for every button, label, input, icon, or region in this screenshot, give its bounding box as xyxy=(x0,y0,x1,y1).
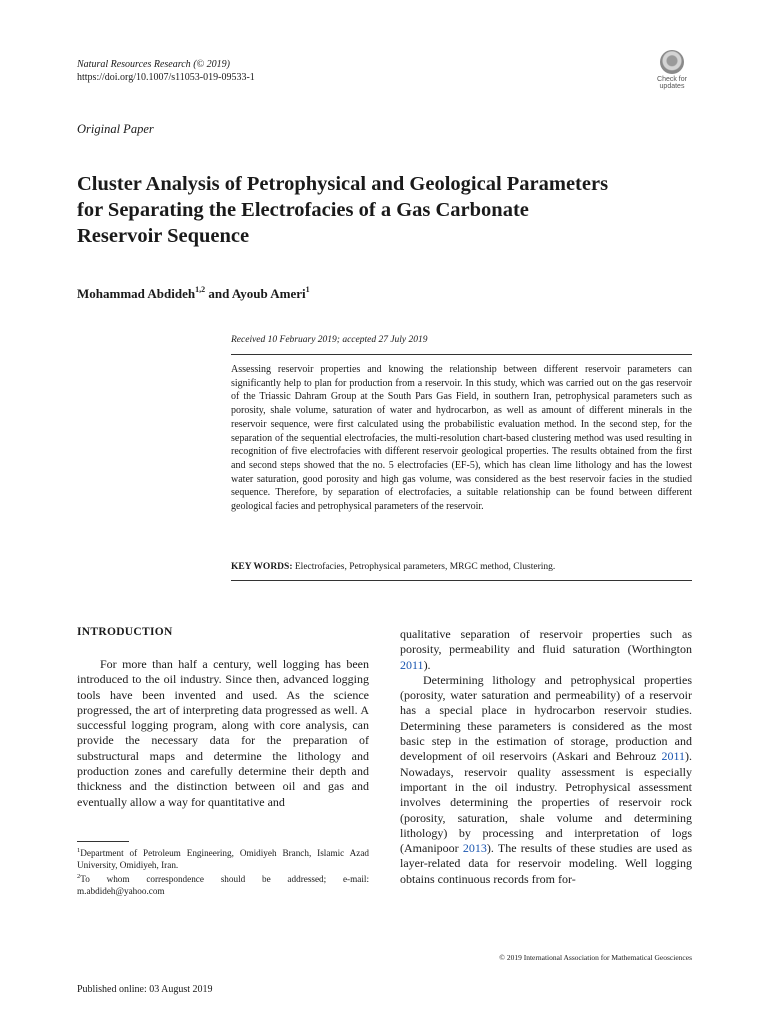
check-updates-label: Check for updates xyxy=(657,76,687,90)
affiliation-mark: 1 xyxy=(305,285,310,294)
received-dates: Received 10 February 2019; accepted 27 July 2019 xyxy=(231,335,428,345)
author-name: Ayoub Ameri xyxy=(231,286,306,301)
journal-header xyxy=(77,58,255,84)
keywords-label: KEY WORDS: xyxy=(231,562,293,572)
journal-name: Natural Resources Research xyxy=(77,59,191,70)
abstract-bottom-rule xyxy=(231,580,692,581)
intro-column-right xyxy=(400,627,692,887)
intro-column-left: For more than half a century, well logging has been introduced to the oil industry. Since then, advanced logging tools have been invented and used. As the science progressed, the art of interpreting data progressed as well. A successful logging program, along with core analysis, can provide the necessary data for the preparation of substructural maps and determine the lithology and production zones and carefully determine their depth and thickness and the distinction between oil and gas and eventually allow a way for quantitative and xyxy=(77,657,369,809)
published-date: Published online: 03 August 2019 xyxy=(77,984,213,995)
article-type: Original Paper xyxy=(77,122,154,136)
title-line: for Separating the Electrofacies of a Gas Carbonate xyxy=(77,199,529,221)
abstract: Assessing reservoir properties and knowing the relationship between different reservoir parameters can significantly help to plan for production from a reservoir. In this study, which was carried out on the gas reservoir of the Triassic Dahram Group at the South Pars Gas Field, in southern Iran, petrophysical parameters such as porosity, shale volume, saturation of water and hydrocarbon, as well as amount of different minerals in the reservoir sequence, were first calculated using the probabilistic evaluation method. In the second step, for the separation of the sequential electrofacies, the multi-resolution chart-based clustering method was used resulting in recognition of five electrofacies with different reservoir geological properties. The results obtained from the first and second steps showed that the no. 5 electrofacies (EF-5), which has clean lime lithology and has the lowest water saturation, good porosity and high gas volume, was considered as the best reservoir facies in the studied sequence. Therefore, by separation of electrofacies, a suitable relationship can be found between different geological facies and petrophysical parameters of the reservoir. xyxy=(231,364,692,513)
authors xyxy=(77,285,310,302)
citation-link[interactable]: 2011 xyxy=(661,749,685,764)
citation-link[interactable]: 2011 xyxy=(400,657,424,672)
doi-link[interactable]: https://doi.org/10.1007/s11053-019-09533-1 xyxy=(77,72,255,83)
intro-paragraph: Determining lithology and petrophysical properties (porosity, water saturation and permeability) of a reservoir has a special place in hydrocarbon reservoir studies. Determining these parameters is considered as the most basic step in the estimation of storage, production and development of oil reservoirs (Askari and Behrouz 2011). Nowadays, reservoir quality assessment is especially important in the oil industry. Petrophysical assessment involves determining the properties of reservoir rock (porosity, saturation, shale volume and determining lithology) by processing and interpretation of logs (Amanipoor 2013). The results of these studies are used as layer-related data for reservoir modeling. Well logging obtains continuous records from for- xyxy=(400,672,692,886)
title-line: Reservoir Sequence xyxy=(77,225,250,247)
section-heading-introduction: INTRODUCTION xyxy=(77,626,173,638)
check-for-updates-badge[interactable] xyxy=(652,50,692,92)
keywords xyxy=(231,561,692,574)
citation-link[interactable]: 2013 xyxy=(462,841,487,856)
abstract-top-rule xyxy=(231,354,692,355)
title-line: Cluster Analysis of Petrophysical and Geological Parameters xyxy=(77,173,609,195)
footnote: $^1$Department of Petroleum Engineering, Omidiyeh Branch, Islamic Azad University, Omidiyeh, Iran. xyxy=(77,847,369,870)
author-name: Mohammad Abdideh xyxy=(77,286,196,301)
copyright-notice: © 2019 International Association for Mathematical Geosciences xyxy=(499,953,692,962)
author-conjunction: and xyxy=(205,286,232,301)
footnotes xyxy=(77,845,369,897)
affiliation-mark: 1,2 xyxy=(195,285,206,294)
intro-paragraph: qualitative separation of reservoir properties such as porosity, permeability and fluid saturation (Worthington 2011). xyxy=(400,627,692,672)
journal-year: (© 2019) xyxy=(190,59,230,70)
check-updates-icon xyxy=(660,50,684,74)
paper-title xyxy=(77,171,717,249)
footnote: $^2$To whom correspondence should be addressed; e-mail: m.abdideh@yahoo.com xyxy=(77,873,369,896)
keywords-text: Electrofacies, Petrophysical parameters, MRGC method, Clustering. xyxy=(292,562,556,572)
footnote-rule xyxy=(77,841,129,842)
